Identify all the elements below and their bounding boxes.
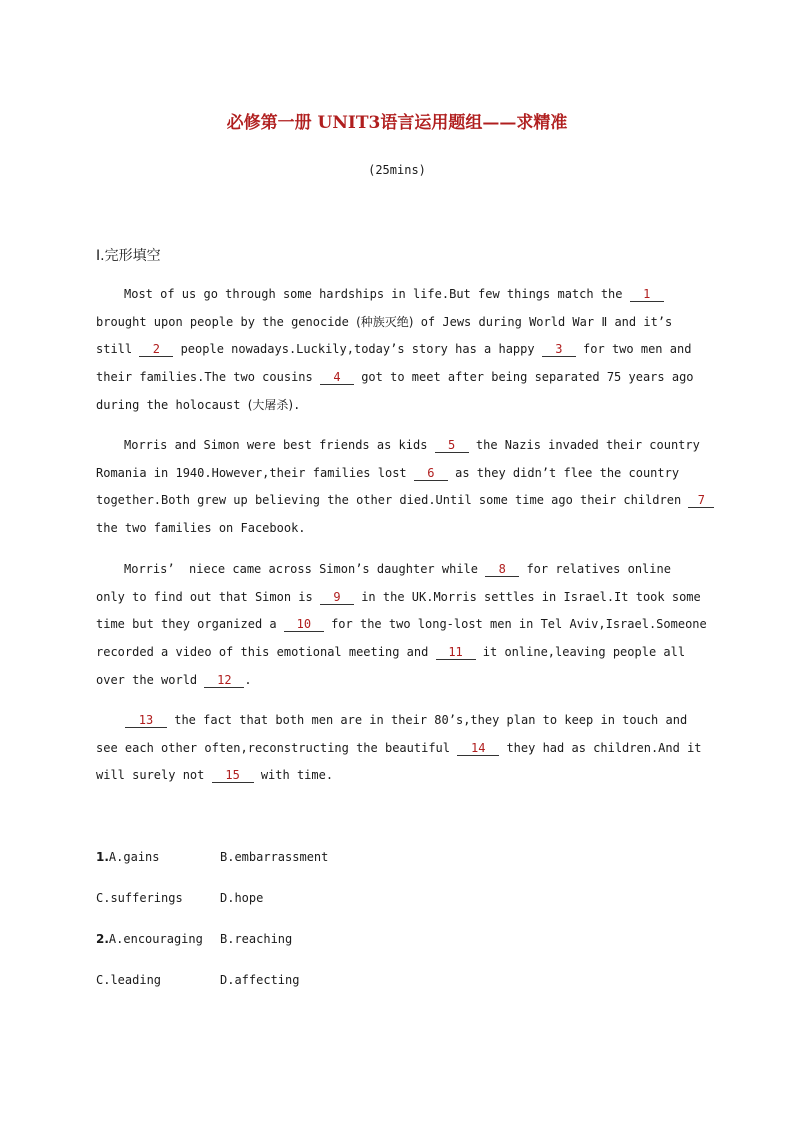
blank-6[interactable]: 6 <box>414 466 448 481</box>
option-2c[interactable]: C.leading <box>96 973 162 987</box>
blank-15[interactable]: 15 <box>212 768 254 783</box>
question-1-row-cd <box>96 891 596 932</box>
blank-9[interactable]: 9 <box>320 590 354 605</box>
option-2a[interactable]: A.encouraging <box>108 932 203 946</box>
blank-8[interactable]: 8 <box>485 562 519 577</box>
answer-options <box>96 850 596 1014</box>
option-1b[interactable]: B.embarrassment <box>220 850 329 864</box>
option-2b[interactable]: B.reaching <box>220 932 293 946</box>
blank-4[interactable]: 4 <box>320 370 354 385</box>
blank-13[interactable]: 13 <box>125 713 167 728</box>
blank-7[interactable]: 7 <box>688 493 714 508</box>
question-number: 2. <box>96 932 109 946</box>
paragraph-4: 13 the fact that both men are in their 80’s,they plan to keep in touch and see each other often,reconstructing the beautiful 14 they had as children.And it will surely not 15 with time. <box>96 713 702 783</box>
option-1a[interactable]: A.gains <box>108 850 160 864</box>
option-2d[interactable]: D.affecting <box>220 973 300 987</box>
question-2-row-cd <box>96 973 596 1014</box>
question-number: 1. <box>96 850 109 864</box>
section-heading: Ⅰ.完形填空 <box>96 248 161 264</box>
time-limit: (25mins) <box>368 163 426 177</box>
blank-5[interactable]: 5 <box>435 438 469 453</box>
paragraph-1: Most of us go through some hardships in life.But few things match the 1 brought upon people by the genocide (种族灭绝) of Jews during World War Ⅱ and it’s still 2 people nowadays.Luckily,today’s story has a happy 3 for two men and their families.The two cousins 4 got to meet after being separated 75 years ago during the holocaust (大屠杀). <box>96 287 694 412</box>
option-1c[interactable]: C.sufferings <box>96 891 183 905</box>
blank-3[interactable]: 3 <box>542 342 576 357</box>
blank-2[interactable]: 2 <box>139 342 173 357</box>
blank-1[interactable]: 1 <box>630 287 664 302</box>
question-2-row-ab <box>96 932 596 973</box>
page-title: 必修第一册 UNIT3语言运用题组——求精准 <box>226 113 568 133</box>
blank-14[interactable]: 14 <box>457 741 499 756</box>
blank-10[interactable]: 10 <box>284 617 324 632</box>
paragraph-2: Morris and Simon were best friends as kids 5 the Nazis invaded their country Romania in 1940.However,their families lost 6 as they didn’t flee the country together.Both grew up believing the other died.Until some time ago their children 7 the two families on Facebook. <box>96 432 696 543</box>
question-1-row-ab <box>96 850 596 891</box>
paragraph-3: Morris’ niece came across Simon’s daughter while 8 for relatives online only to find out that Simon is 9 in the UK.Morris settles in Israel.It took some time but they organized a 10 for the two long-lost men in Tel Aviv,Israel.Someone recorded a video of this emotional meeting and 11 it online,leaving people all over the world 12 . <box>96 562 707 687</box>
blank-12[interactable]: 12 <box>204 673 244 688</box>
option-1d[interactable]: D.hope <box>220 891 264 905</box>
blank-11[interactable]: 11 <box>436 645 476 660</box>
